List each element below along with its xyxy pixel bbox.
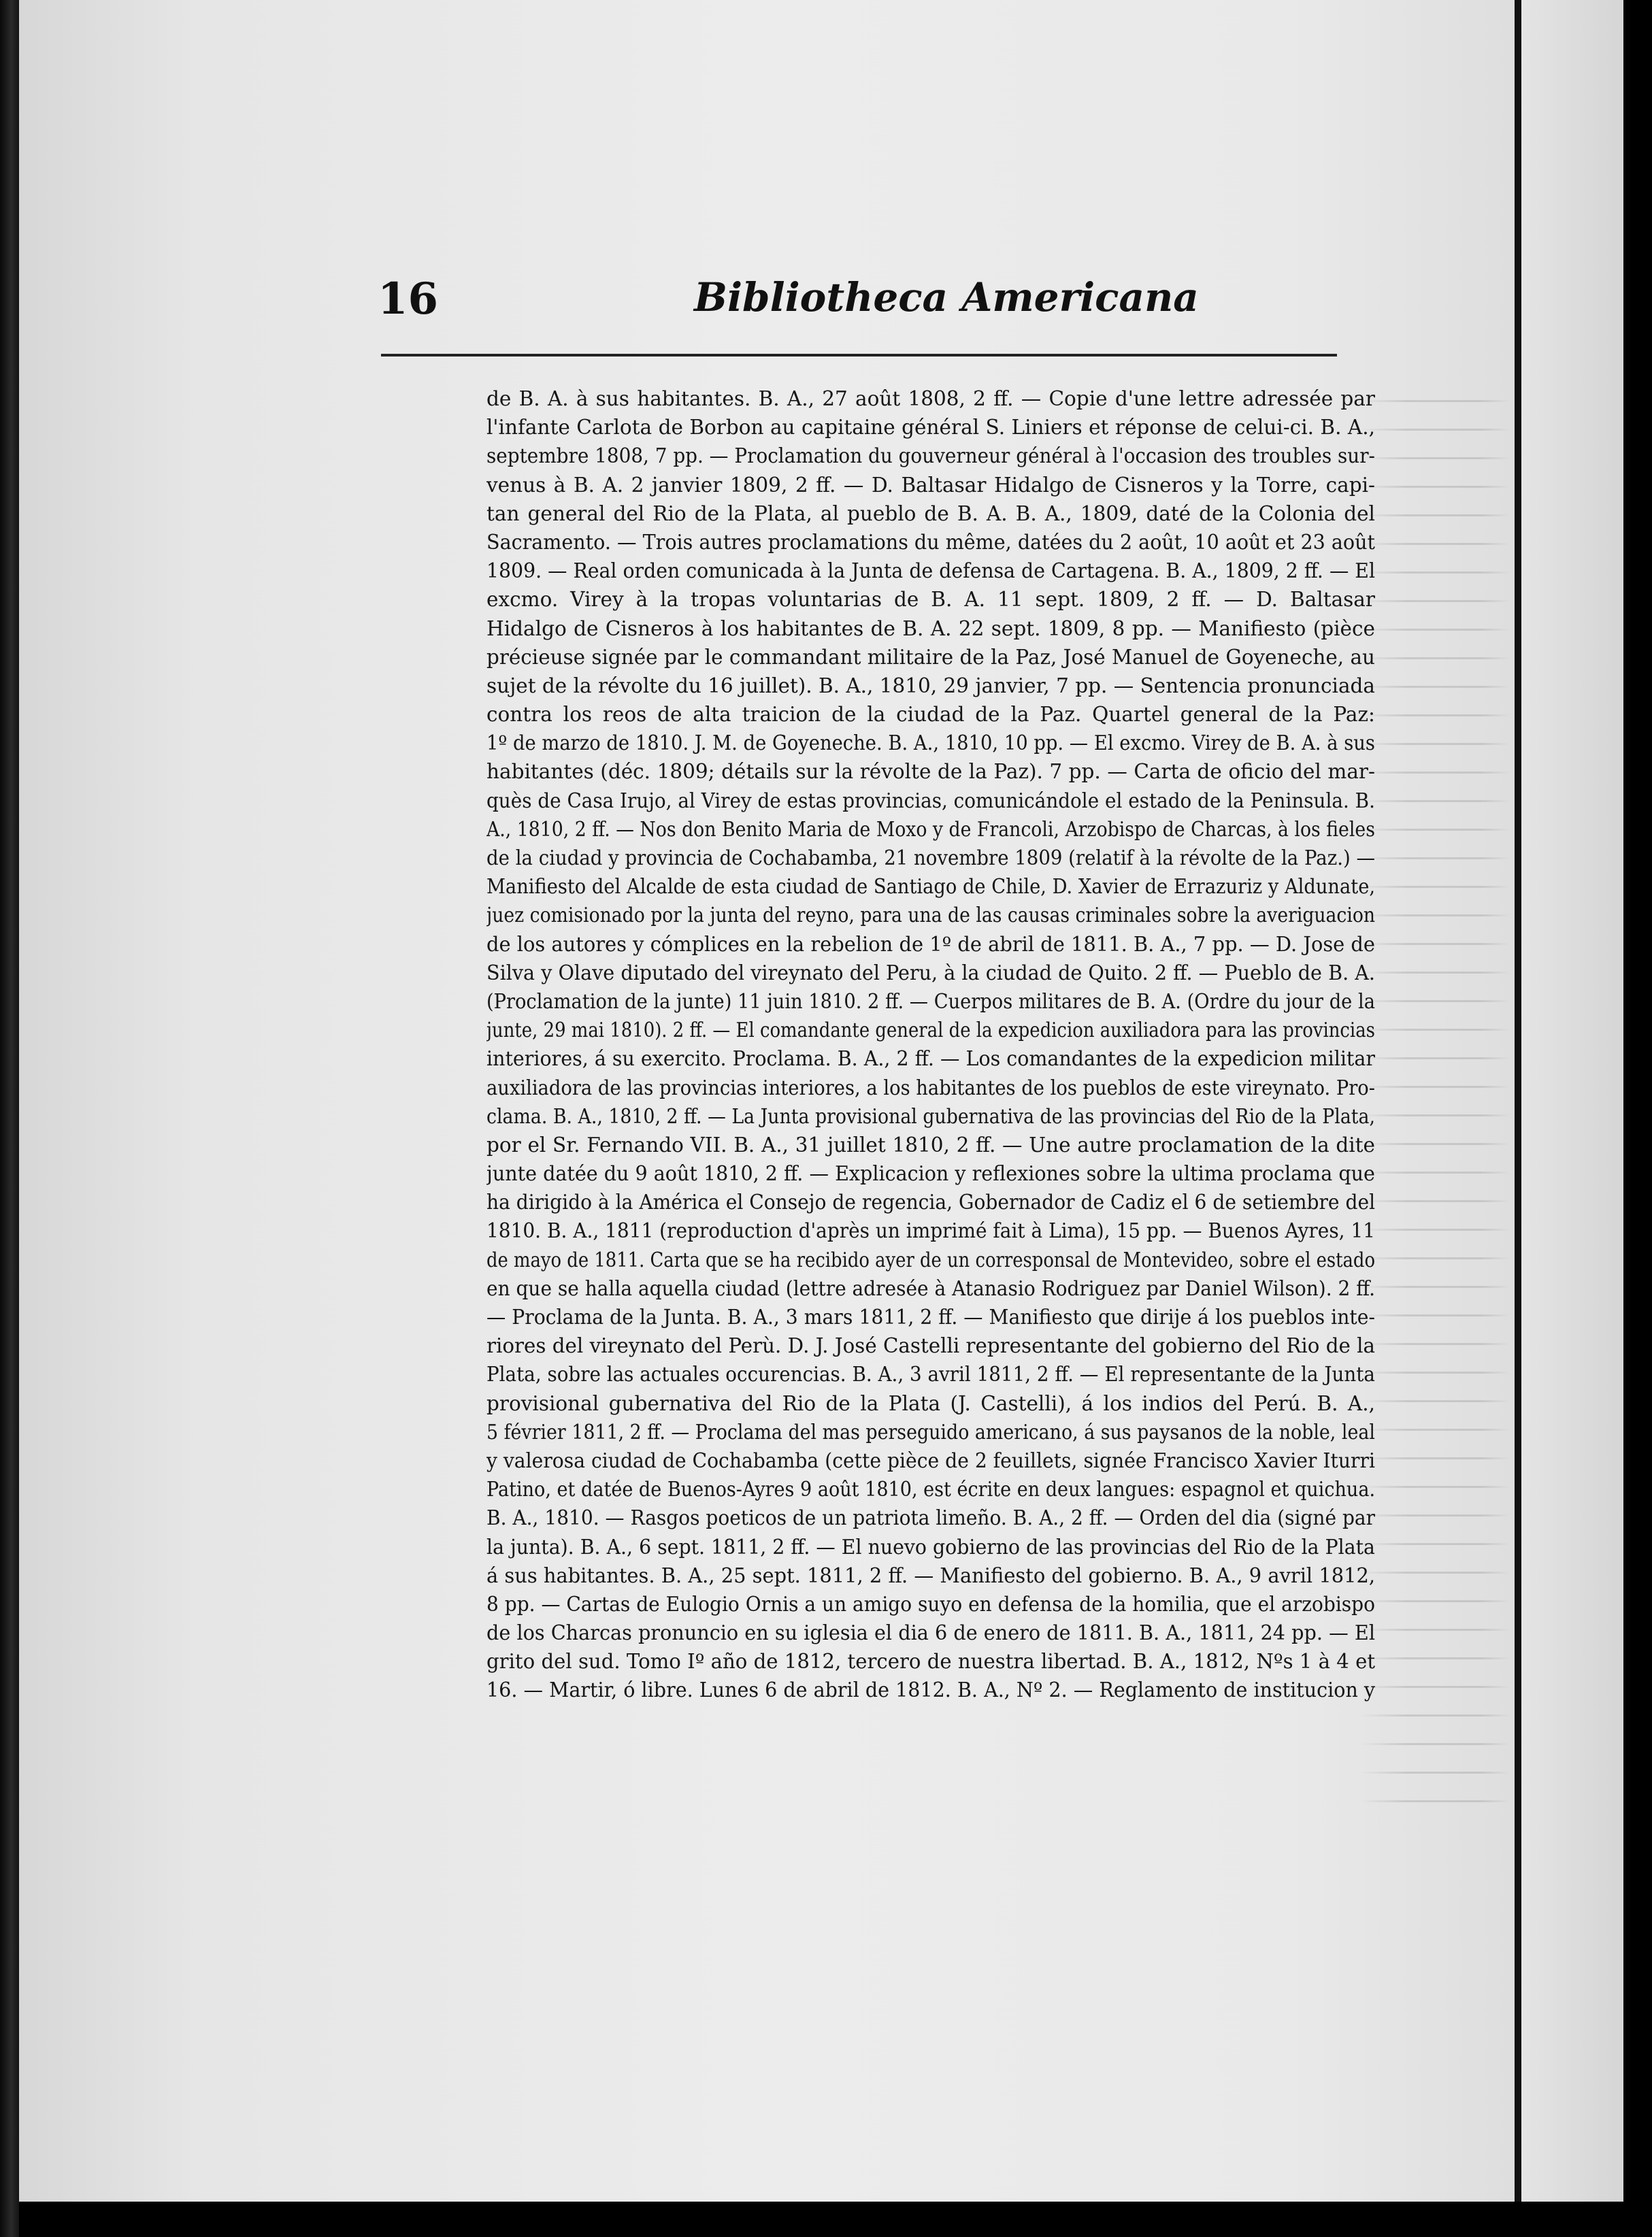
- text-line: la junta). B. A., 6 sept. 1811, 2 ff. — El nuevo gobierno de las provincias del Rio de la Plata: [486, 1535, 1375, 1559]
- text-line: interiores, á su exercito. Proclama. B. A., 2 ff. — Los comandantes de la expedicion militar: [486, 1047, 1375, 1071]
- text-line: riores del vireynato del Perù. D. J. José Castelli representante del gobierno del Rio de la: [486, 1334, 1375, 1358]
- text-line: auxiliadora de las provincias interiores, a los habitantes de los pueblos de este vireynato. Pro-: [486, 1076, 1375, 1099]
- book-spine-edge: [0, 0, 19, 2237]
- text-line: précieuse signée par le commandant militaire de la Paz, José Manuel de Goyeneche, au: [486, 645, 1375, 669]
- text-line: provisional gubernativa del Rio de la Plata (J. Castelli), á los indios del Perú. B. A.,: [486, 1391, 1375, 1415]
- text-line: excmo. Virey à la tropas voluntarias de B. A. 11 sept. 1809, 2 ff. — D. Baltasar: [486, 588, 1375, 612]
- text-line: junte datée du 9 août 1810, 2 ff. — Explicacion y reflexiones sobre la ultima proclama que: [486, 1162, 1375, 1186]
- text-line: B. A., 1810. — Rasgos poeticos de un patriota limeño. B. A., 2 ff. — Orden del dia (signé par: [486, 1506, 1375, 1530]
- text-line: 1809. — Real orden comunicada à la Junta de defensa de Cartagena. B. A., 1809, 2 ff. — El: [486, 559, 1375, 583]
- text-line: Silva y Olave diputado del vireynato del Peru, à la ciudad de Quito. 2 ff. — Pueblo de B. A.: [486, 961, 1375, 984]
- text-line: contra los reos de alta traicion de la ciudad de la Paz. Quartel general de la Paz:: [486, 703, 1375, 727]
- facing-page-edge: [1521, 0, 1623, 2202]
- text-line: grito del sud. Tomo Iº año de 1812, tercero de nuestra libertad. B. A., 1812, Nºs 1 à 4 et: [486, 1650, 1375, 1674]
- text-line: — Proclama de la Junta. B. A., 3 mars 1811, 2 ff. — Manifiesto que dirije á los pueblos inte-: [486, 1306, 1375, 1329]
- text-line: 1º de marzo de 1810. J. M. de Goyeneche. B. A., 1810, 10 pp. — El excmo. Virey de B. A. à sus: [486, 731, 1375, 755]
- text-line: habitantes (déc. 1809; détails sur la révolte de la Paz). 7 pp. — Carta de oficio del mar-: [486, 760, 1375, 784]
- text-line: en que se halla aquella ciudad (lettre adresée à Atanasio Rodriguez par Daniel Wilson). 2 ff.: [486, 1276, 1375, 1300]
- header-rule: [381, 354, 1337, 357]
- text-line: por el Sr. Fernando VII. B. A., 31 juillet 1810, 2 ff. — Une autre proclamation de la dite: [486, 1133, 1375, 1157]
- text-line: Patino, et datée de Buenos-Ayres 9 août 1810, est écrite en deux langues: espagnol et quichua.: [486, 1478, 1375, 1502]
- text-line: de los Charcas pronuncio en su iglesia el dia 6 de enero de 1811. B. A., 1811, 24 pp. — El: [486, 1621, 1375, 1645]
- text-line: de los autores y cómplices en la rebelion de 1º de abril de 1811. B. A., 7 pp. — D. Jose de: [486, 932, 1375, 956]
- text-line: (Proclamation de la junte) 11 juin 1810. 2 ff. — Cuerpos militares de B. A. (Ordre du jour de la: [486, 989, 1375, 1013]
- text-line: de B. A. à sus habitantes. B. A., 27 août 1808, 2 ff. — Copie d'une lettre adressée par: [486, 387, 1375, 410]
- body-text: [486, 384, 1375, 1705]
- text-line: septembre 1808, 7 pp. — Proclamation du gouverneur général à l'occasion des troubles sur-: [486, 444, 1375, 468]
- text-line: junte, 29 mai 1810). 2 ff. — El comandante general de la expedicion auxiliadora para las provincias: [486, 1018, 1375, 1042]
- text-line: juez comisionado por la junta del reyno, para una de las causas criminales sobre la averiguacion: [486, 904, 1375, 927]
- text-line: y valerosa ciudad de Cochabamba (cette pièce de 2 feuillets, signée Francisco Xavier Iturri: [486, 1448, 1375, 1472]
- running-title: Bibliotheca Americana: [694, 274, 1199, 320]
- text-line: l'infante Carlota de Borbon au capitaine général S. Liniers et réponse de celui-ci. B. A.,: [486, 416, 1375, 440]
- text-line: Hidalgo de Cisneros à los habitantes de B. A. 22 sept. 1809, 8 pp. — Manifiesto (pièce: [486, 616, 1375, 640]
- text-line: 16. — Martir, ó libre. Lunes 6 de abril de 1812. B. A., Nº 2. — Reglamento de institucion y: [486, 1678, 1375, 1702]
- show-through-text: [1361, 381, 1510, 1810]
- text-line: de la ciudad y provincia de Cochabamba, 21 novembre 1809 (relatif à la révolte de la Paz.) —: [486, 846, 1375, 869]
- text-line: 8 pp. — Cartas de Eulogio Ornis a un amigo suyo en defensa de la homilia, que el arzobispo: [486, 1592, 1375, 1616]
- text-line: tan general del Rio de la Plata, al pueblo de B. A. B. A., 1809, daté de la Colonia del: [486, 501, 1375, 525]
- text-line: ha dirigido à la América el Consejo de regencia, Gobernador de Cadiz el 6 de setiembre del: [486, 1191, 1375, 1214]
- text-line: 5 février 1811, 2 ff. — Proclama del mas perseguido americano, á sus paysanos de la noble, leal: [486, 1420, 1375, 1444]
- text-line: Sacramento. — Trois autres proclamations du même, datées du 2 août, 10 août et 23 août: [486, 530, 1375, 554]
- text-line: venus à B. A. 2 janvier 1809, 2 ff. — D. Baltasar Hidalgo de Cisneros y la Torre, capi-: [486, 473, 1375, 497]
- text-line: á sus habitantes. B. A., 25 sept. 1811, 2 ff. — Manifiesto del gobierno. B. A., 9 avril 1812,: [486, 1563, 1375, 1587]
- text-line: de mayo de 1811. Carta que se ha recibido ayer de un corresponsal de Montevideo, sobre el estado: [486, 1248, 1375, 1272]
- text-line: Manifiesto del Alcalde de esta ciudad de Santiago de Chile, D. Xavier de Errazuriz y Aldunate,: [486, 875, 1375, 899]
- text-line: 1810. B. A., 1811 (reproduction d'après un imprimé fait à Lima), 15 pp. — Buenos Ayres, 11: [486, 1219, 1375, 1243]
- text-line: quès de Casa Irujo, al Virey de estas provincias, comunicándole el estado de la Peninsula. B.: [486, 789, 1375, 812]
- page-number: 16: [378, 274, 439, 325]
- text-line: Plata, sobre las actuales occurencias. B. A., 3 avril 1811, 2 ff. — El representante de la Junta: [486, 1363, 1375, 1387]
- text-line: sujet de la révolte du 16 juillet). B. A., 1810, 29 janvier, 7 pp. — Sentencia pronunciada: [486, 674, 1375, 697]
- text-line: clama. B. A., 1810, 2 ff. — La Junta provisional gubernativa de las provincias del Rio de la Plata,: [486, 1104, 1375, 1128]
- text-line: A., 1810, 2 ff. — Nos don Benito Maria de Moxo y de Francoli, Arzobispo de Charcas, à los fieles: [486, 817, 1375, 841]
